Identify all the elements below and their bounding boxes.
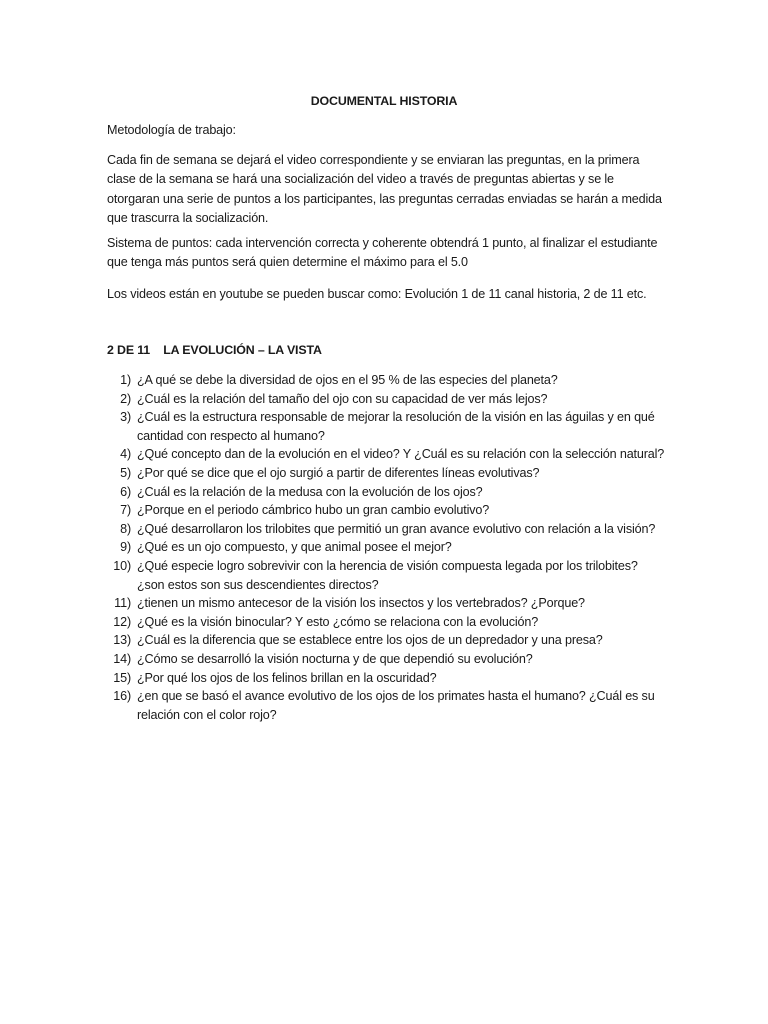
question-number: 4) (120, 447, 131, 462)
question-item (105, 538, 667, 557)
question-item (105, 464, 667, 483)
question-text: ¿Qué concepto dan de la evolución en el video? Y ¿Cuál es su relación con la selección natural? (137, 447, 665, 462)
question-text: ¿Porque en el periodo cámbrico hubo un gran cambio evolutivo? (137, 503, 490, 518)
question-number: 16) (113, 689, 131, 704)
question-item (105, 650, 667, 669)
question-item (105, 483, 667, 502)
question-item (105, 390, 667, 409)
question-text: ¿Cuál es la relación de la medusa con la evolución de los ojos? (137, 484, 483, 499)
question-item (105, 501, 667, 520)
question-item (105, 594, 667, 613)
question-item (105, 371, 667, 390)
question-number: 2) (120, 391, 131, 406)
question-text: ¿tienen un mismo antecesor de la visión los insectos y los vertebrados? ¿Porque? (137, 596, 585, 611)
question-text: ¿A qué se debe la diversidad de ojos en el 95 % de las especies del planeta? (137, 373, 558, 387)
question-number: 10) (113, 558, 131, 573)
question-number: 6) (120, 484, 131, 499)
document-title: DOCUMENTAL HISTORIA (310, 94, 458, 108)
question-number: 1) (120, 373, 131, 387)
question-number: 13) (113, 633, 131, 648)
question-text: ¿Cómo se desarrolló la visión nocturna y de que dependió su evolución? (137, 651, 533, 666)
question-item (105, 613, 667, 632)
videos-info-paragraph: Los videos están en youtube se pueden buscar como: Evolución 1 de 11 canal historia, 2 de 11 etc. (107, 287, 647, 301)
question-number: 11) (114, 596, 131, 611)
question-text: ¿en que se basó el avance evolutivo de los ojos de los primates hasta el humano? ¿Cuál es su relación con el color rojo? (137, 689, 655, 722)
question-text: ¿Por qué los ojos de los felinos brillan en la oscuridad? (137, 670, 437, 685)
question-number: 15) (113, 670, 131, 685)
question-text: ¿Cuál es la estructura responsable de mejorar la resolución de la visión en las águilas y en qué cantidad con respecto al humano? (137, 410, 655, 443)
question-text: ¿Cuál es la relación del tamaño del ojo con su capacidad de ver más lejos? (137, 391, 548, 406)
methodology-label: Metodología de trabajo: (107, 123, 236, 137)
question-item (105, 631, 667, 650)
question-number: 14) (113, 651, 131, 666)
question-item (105, 408, 667, 445)
question-item (105, 520, 667, 539)
question-number: 8) (120, 521, 131, 536)
question-item (105, 669, 667, 688)
question-text: ¿Cuál es la diferencia que se establece entre los ojos de un depredador y una presa? (137, 633, 603, 648)
points-system-paragraph: Sistema de puntos: cada intervención correcta y coherente obtendrá 1 punto, al finalizar el estudiante que tenga más puntos será quien determine el máximo para el 5.0 (107, 236, 658, 270)
question-item (105, 557, 667, 594)
methodology-paragraph: Cada fin de semana se dejará el video correspondiente y se enviaran las preguntas, en la primera clase de la semana se hará una socialización del video a través de preguntas abiertas y se le otorgaran una serie de puntos a los participantes, las preguntas cerradas enviadas se harán a medida que trascurra la socialización. (107, 153, 662, 225)
question-text: ¿Qué es un ojo compuesto, y que animal posee el mejor? (137, 540, 452, 555)
question-number: 9) (120, 540, 131, 555)
question-text: ¿Qué especie logro sobrevivir con la herencia de visión compuesta legada por los trilobites? ¿son estos son sus descendientes directos? (137, 558, 638, 592)
question-number: 12) (113, 614, 131, 629)
question-item (105, 445, 667, 464)
question-number: 3) (120, 410, 131, 425)
section-heading: 2 DE 11 LA EVOLUCIÓN – LA VISTA (107, 343, 322, 357)
question-item (105, 687, 667, 724)
question-text: ¿Qué es la visión binocular? Y esto ¿cómo se relaciona con la evolución? (137, 614, 539, 629)
questions-list (105, 371, 667, 724)
question-number: 5) (120, 465, 131, 480)
question-text: ¿Por qué se dice que el ojo surgió a partir de diferentes líneas evolutivas? (137, 465, 540, 480)
question-text: ¿Qué desarrollaron los trilobites que permitió un gran avance evolutivo con relación a la visión? (137, 521, 656, 536)
question-number: 7) (120, 503, 131, 518)
